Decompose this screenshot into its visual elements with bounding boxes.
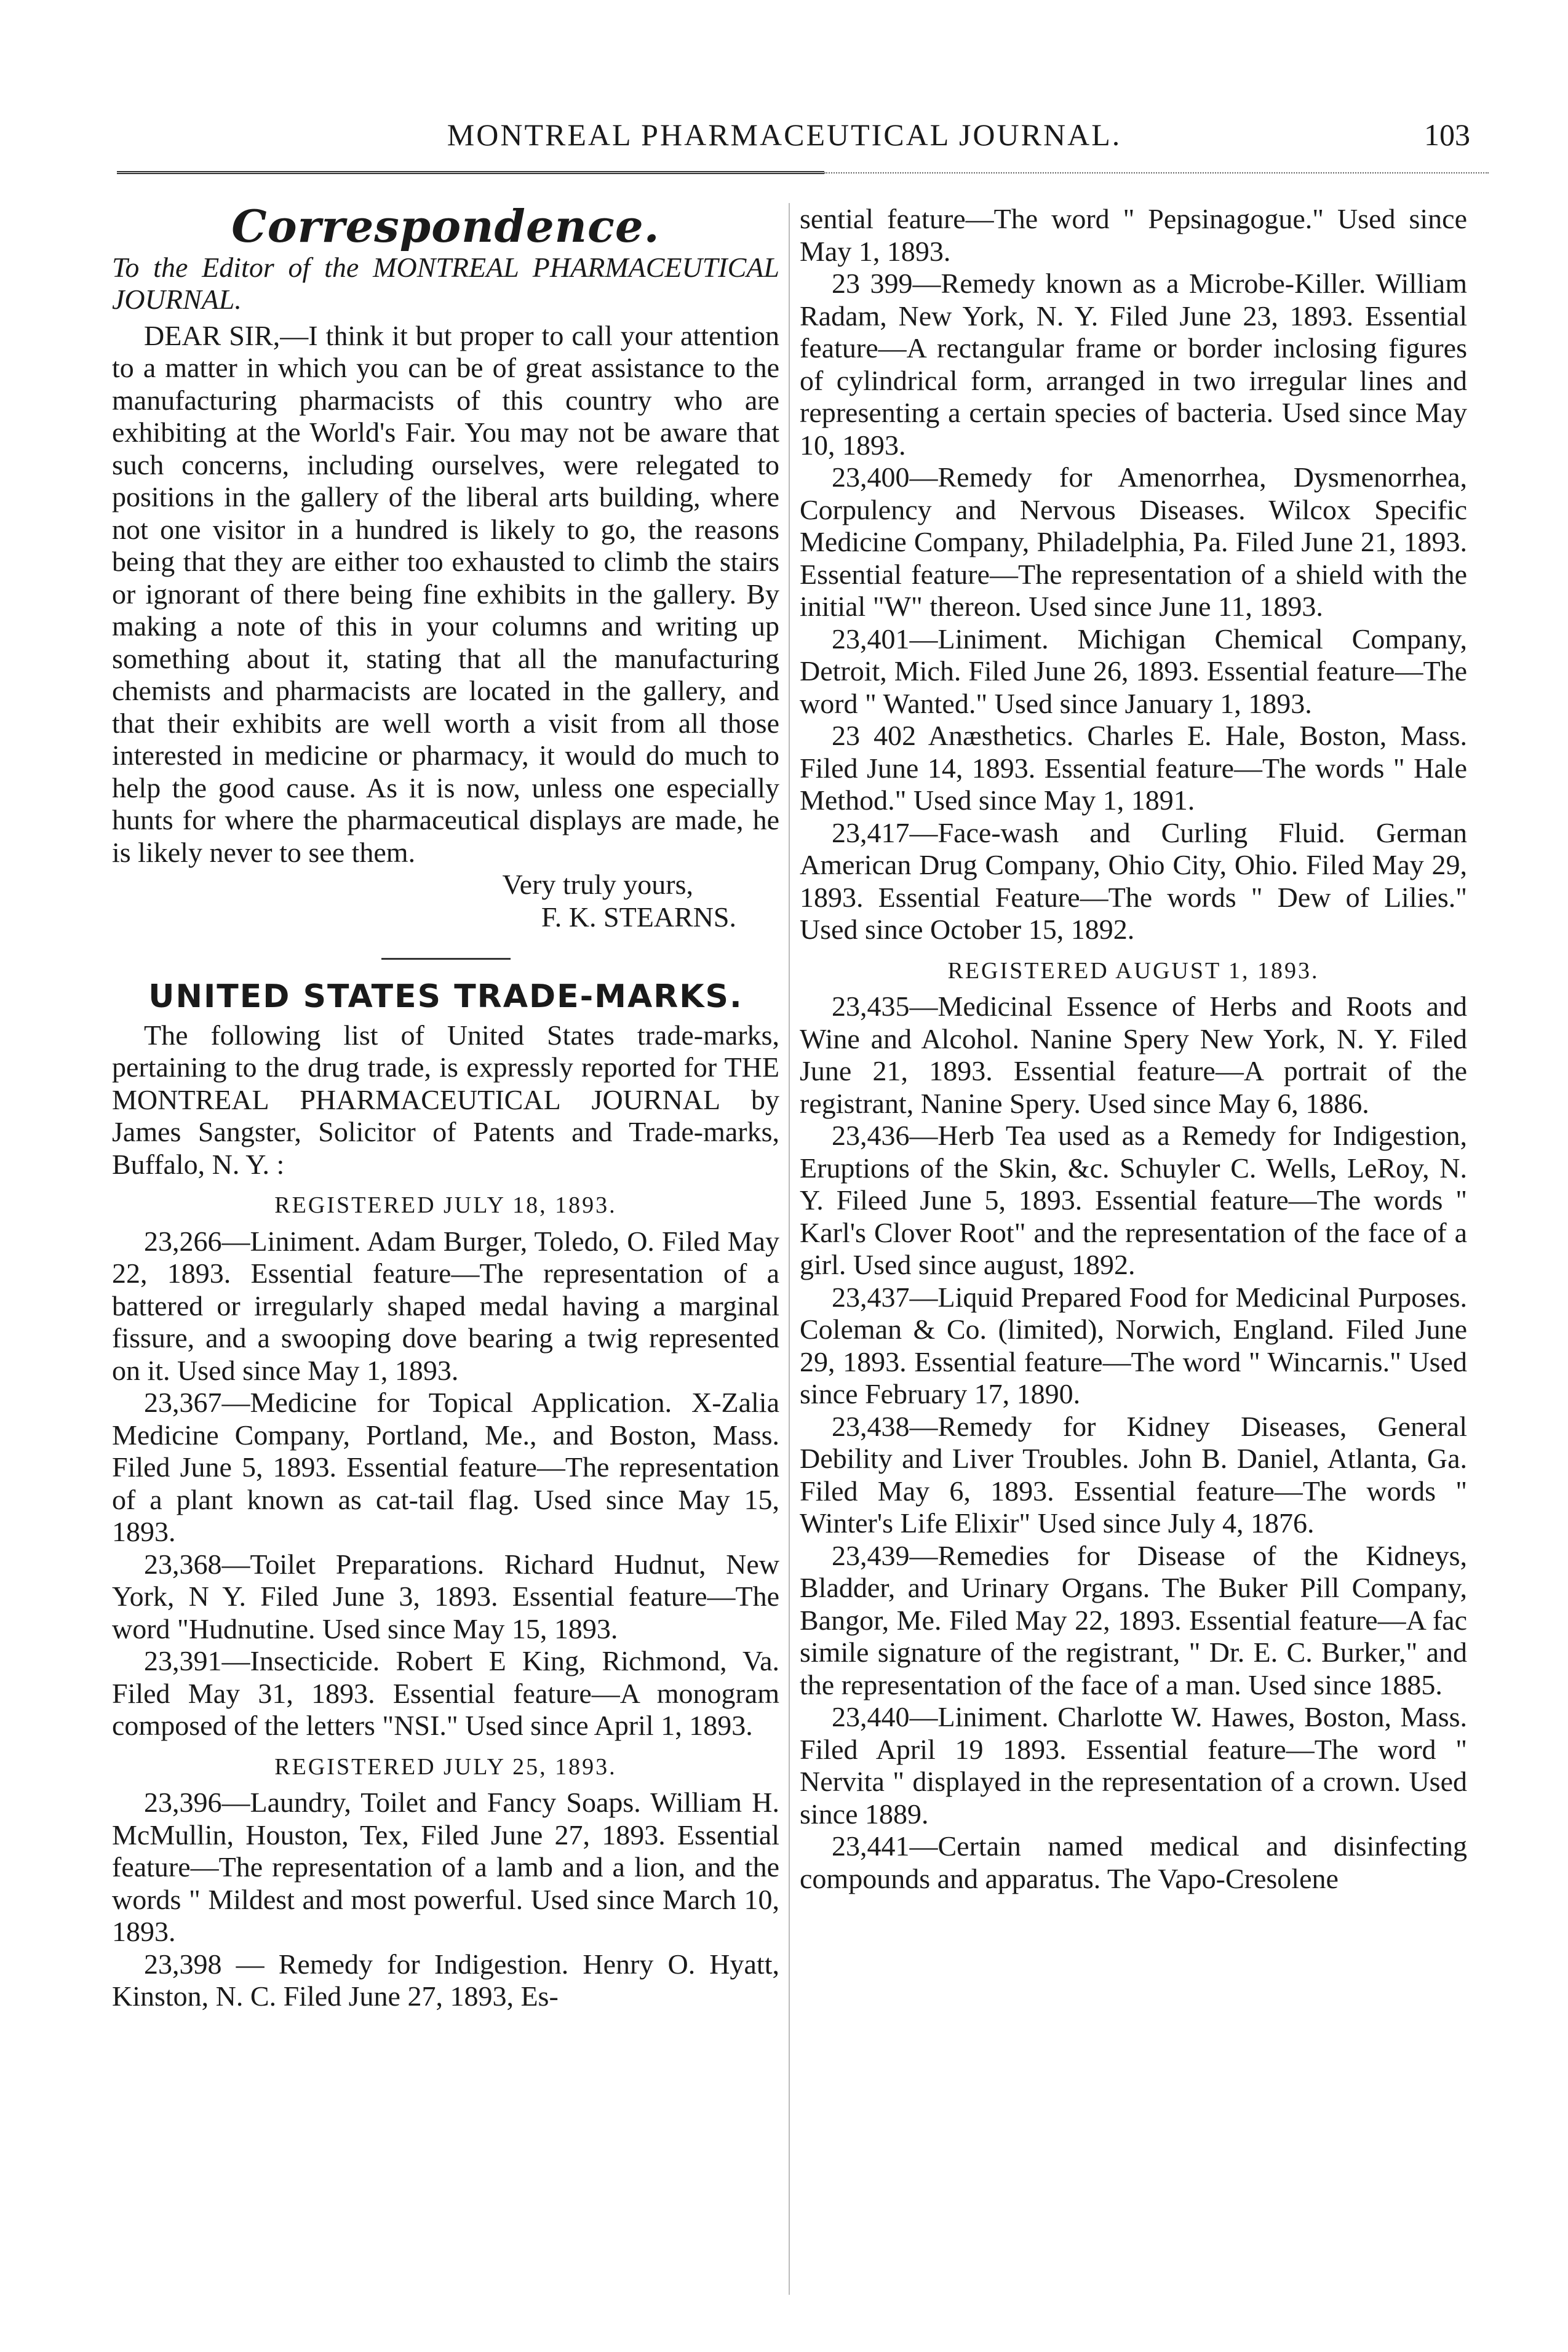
header-rule-dotted — [824, 172, 1489, 173]
correspondence-signature: F. K. STEARNS. — [541, 901, 736, 933]
trademark-entry: 23,368—Toilet Preparations. Richard Hudnut, New York, N Y. Filed June 3, 1893. Essential feature—The word "Hudnutine. Used since May 15, 1893. — [112, 1548, 779, 1644]
page-number: 103 — [1424, 118, 1470, 152]
trademark-entry: 23,396—Laundry, Toilet and Fancy Soaps. William H. McMullin, Houston, Tex, Filed June 27, 1893. Essential feature—The representation of a lamb and a lion, and the words " Mildest and most powerful. Used since March 10, 1893. — [112, 1787, 779, 1947]
column-divider — [789, 203, 790, 2295]
trademark-entry: 23,435—Medicinal Essence of Herbs and Roots and Wine and Alcohol. Nanine Spery New York, N. Y. Filed June 21, 1893. Essential feature—A portrait of the registrant, Nanine Spery. Used since May 6, 1886. — [800, 991, 1467, 1119]
trademark-entry: 23,441—Certain named medical and disinfecting compounds and apparatus. The Vapo-Cresolene — [800, 1830, 1467, 1894]
trademark-entry: 23,398 — Remedy for Indigestion. Henry O. Hyatt, Kinston, N. C. Filed June 27, 1893, Es- — [112, 1948, 779, 2012]
left-column — [112, 200, 779, 2013]
page-header — [98, 117, 1470, 160]
correspondence-closing: Very truly yours, — [502, 869, 693, 900]
registration-heading: REGISTERED AUGUST 1, 1893. — [947, 957, 1319, 984]
trademark-entry: 23,440—Liniment. Charlotte W. Hawes, Boston, Mass. Filed April 19 1893. Essential feature—The word " Nervita " displayed in the representation of a crown. Used since 1889. — [800, 1701, 1467, 1830]
trademark-entry: 23 402 Anæsthetics. Charles E. Hale, Boston, Mass. Filed June 14, 1893. Essential feature—The words " Hale Method." Used since May 1, 1891. — [800, 720, 1467, 816]
registration-heading: REGISTERED JULY 18, 1893. — [274, 1192, 617, 1218]
trademark-entry: 23,367—Medicine for Topical Application. X-Zalia Medicine Company, Portland, Me., and Boston, Mass. Filed June 5, 1893. Essential feature—The representation of a plant known as cat-tail flag. Used since May 15, 1893. — [112, 1387, 779, 1547]
section-rule — [381, 958, 511, 960]
trademark-entry-continuation: sential feature—The word " Pepsinagogue." Used since May 1, 1893. — [800, 203, 1467, 267]
trademark-entry: 23,400—Remedy for Amenorrhea, Dysmenorrhea, Corpulency and Nervous Diseases. Wilcox Specific Medicine Company, Philadelphia, Pa. Filed June 21, 1893. Essential feature—The representation of a shield with the initial "W" thereon. Used since June 11, 1893. — [800, 461, 1467, 622]
trademark-entry: 23,266—Liniment. Adam Burger, Toledo, O. Filed May 22, 1893. Essential feature—The representation of a battered or irregularly shaped medal having a marginal fissure, and a swooping dove bearing a twig represented on it. Used since May 1, 1893. — [112, 1225, 779, 1386]
running-head: MONTREAL PHARMACEUTICAL JOURNAL. — [447, 118, 1122, 152]
trademark-entry: 23,438—Remedy for Kidney Diseases, General Debility and Liver Troubles. John B. Daniel, Atlanta, Ga. Filed May 6, 1893. Essential feature—The words " Winter's Life Elixir" Used since July 4, 1876. — [800, 1410, 1467, 1539]
trademarks-intro: The following list of United States trade-marks, pertaining to the drug trade, is expressly reported for THE MONTREAL PHARMACEUTICAL JOURNAL by James Sangster, Solicitor of Patents and Trade-marks, Buffalo, N. Y. : — [112, 1019, 779, 1180]
trademark-entry: 23,437—Liquid Prepared Food for Medicinal Purposes. Coleman & Co. (limited), Norwich, England. Filed June 29, 1893. Essential feature—The word " Wincarnis." Used since February 17, 1890. — [800, 1281, 1467, 1409]
trademark-entry: 23,401—Liniment. Michigan Chemical Company, Detroit, Mich. Filed June 26, 1893. Essential feature—The word " Wanted." Used since January 1, 1893. — [800, 623, 1467, 719]
correspondence-body: DEAR SIR,—I think it but proper to call your attention to a matter in which you can be of great assistance to the manufacturing pharmacists of this country who are exhibiting at the World's Fair. You may not be aware that such concerns, including ourselves, were relegated to positions in the gallery of the liberal arts building, where not one visitor in a hundred is likely to go, the reasons being that they are either too exhausted to climb the stairs or ignorant of there being fine exhibits in the gallery. By making a note of this in your columns and writing up something about it, stating that all the manufacturing chemists and pharmacists are located in the gallery, and that their exhibits are well worth a visit from all those interested in medicine or pharmacy, it would do much to help the good cause. As it is now, unless one especially hunts for where the pharmaceutical displays are made, he is likely never to see them. — [112, 319, 779, 868]
trademark-entry: 23,391—Insecticide. Robert E King, Richmond, Va. Filed May 31, 1893. Essential feature—A monogram composed of the letters "NSI." Used since April 1, 1893. — [112, 1645, 779, 1741]
right-column — [800, 203, 1467, 1895]
trademark-entry: 23,439—Remedies for Disease of the Kidneys, Bladder, and Urinary Organs. The Buker Pill Company, Bangor, Me. Filed May 22, 1893. Essential feature—A fac simile signature of the registrant, " Dr. E. C. Burker," and the representation of the face of a man. Used since 1885. — [800, 1539, 1467, 1700]
correspondence-salutation: To the Editor of the MONTREAL PHARMACEUTICAL JOURNAL. — [112, 251, 779, 315]
header-rule — [117, 171, 824, 174]
correspondence-title: Correspondence. — [231, 200, 660, 252]
trademark-entry: 23,436—Herb Tea used as a Remedy for Indigestion, Eruptions of the Skin, &c. Schuyler C. Wells, LeRoy, N. Y. Fileed June 5, 1893. Essential feature—The words " Karl's Clover Root" and the representation of the face of a girl. Used since august, 1892. — [800, 1120, 1467, 1280]
trademarks-title: UNITED STATES TRADE-MARKS. — [148, 978, 743, 1015]
trademark-entry: 23,417—Face-wash and Curling Fluid. German American Drug Company, Ohio City, Ohio. Filed May 29, 1893. Essential Feature—The words " Dew of Lilies." Used since October 15, 1892. — [800, 816, 1467, 945]
trademark-entry: 23 399—Remedy known as a Microbe-Killer. William Radam, New York, N. Y. Filed June 23, 1893. Essential feature—A rectangular frame or border inclosing figures of cylindrical form, arranged in two irregular lines and representing a certain species of bacteria. Used since May 10, 1893. — [800, 268, 1467, 461]
registration-heading: REGISTERED JULY 25, 1893. — [274, 1753, 617, 1780]
